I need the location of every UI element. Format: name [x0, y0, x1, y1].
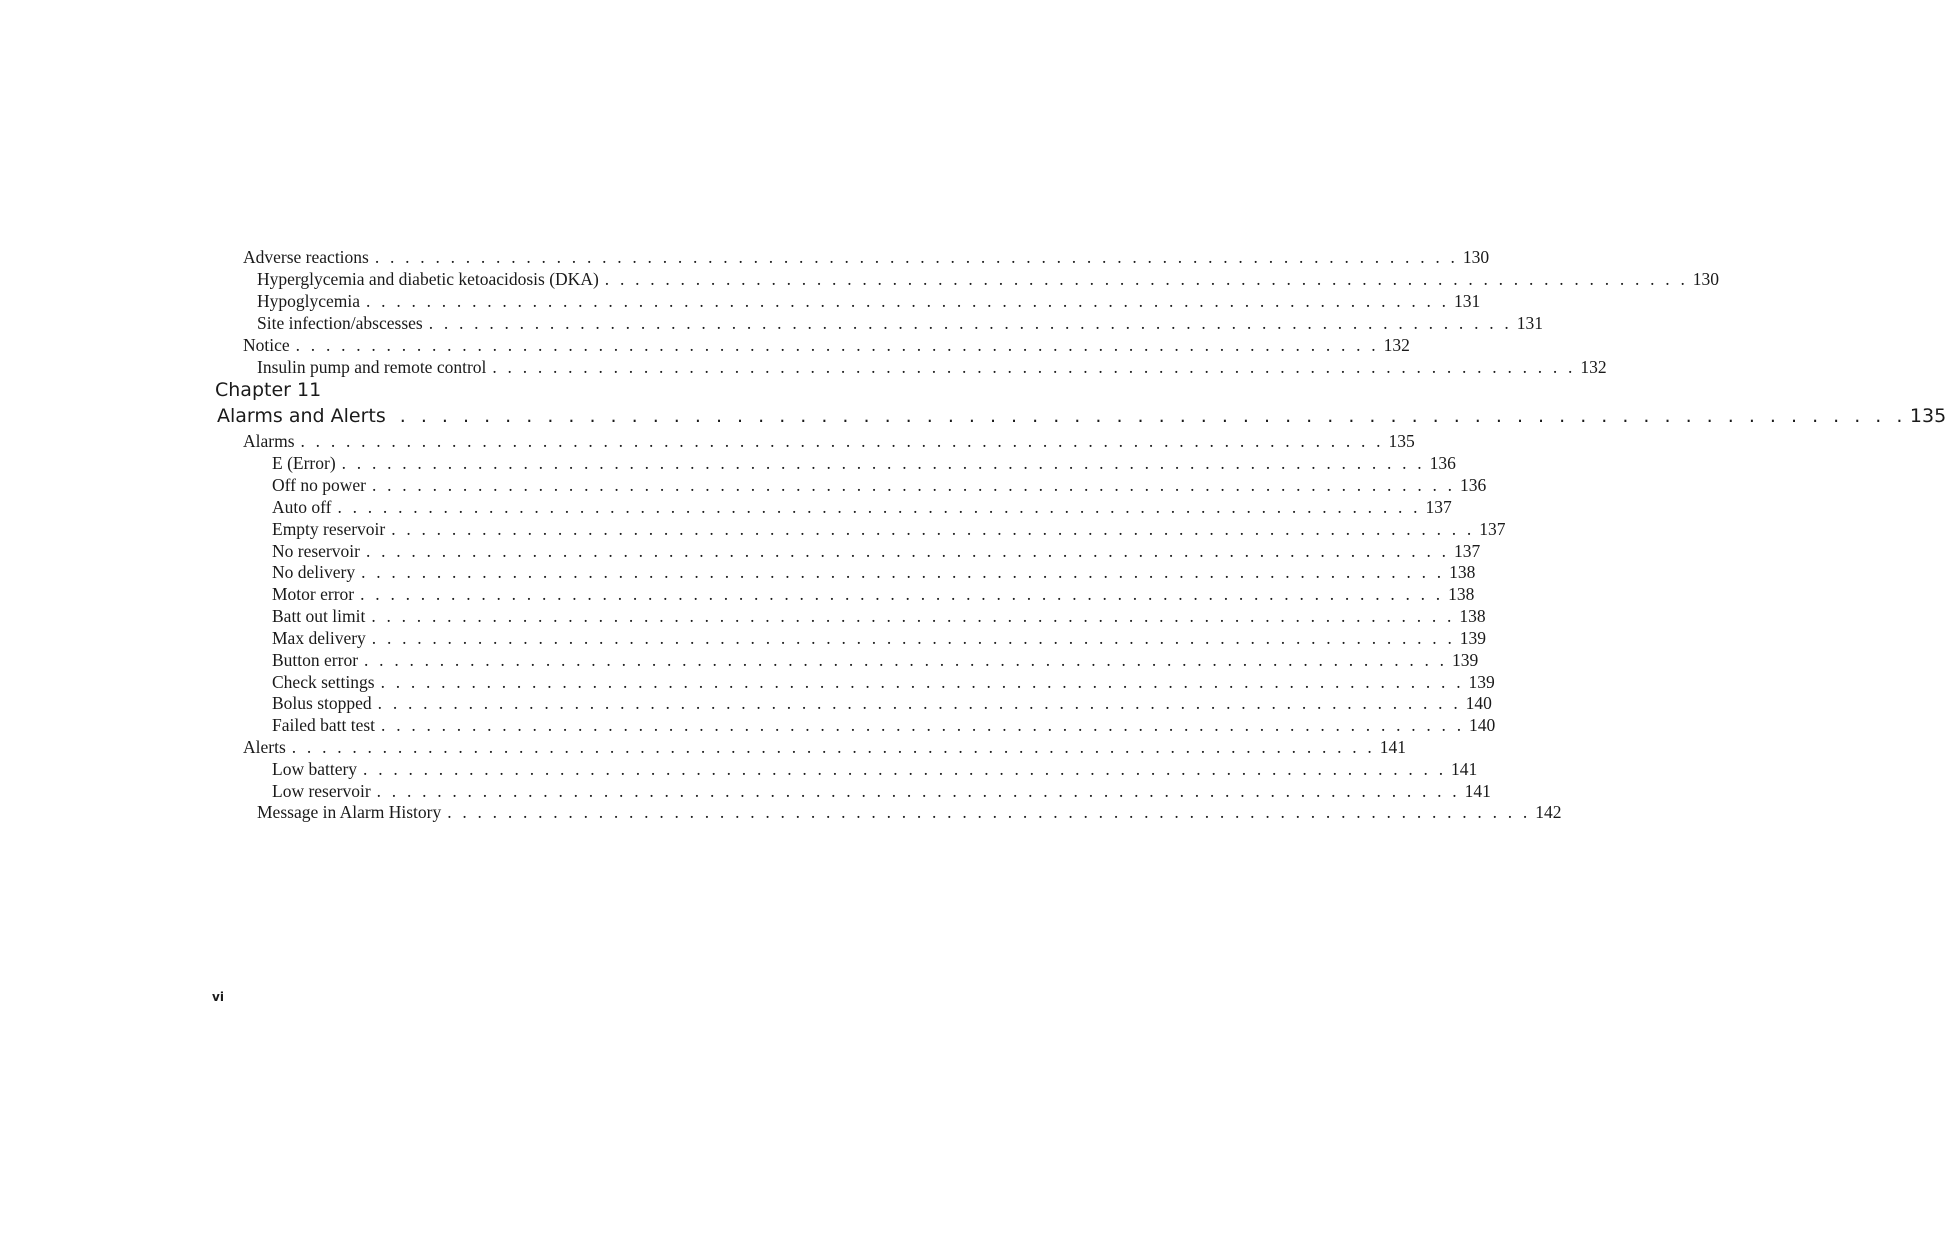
- toc-entry-adverse-reactions[interactable]: [243, 246, 1490, 268]
- toc-entry-label: Alerts: [243, 737, 286, 757]
- dot-leader: . . . . . . . . . . . . . . . . . . . . . . . . . . . . . . . . . . . . . . . . . . . . . . . . . . . . . . . . . . . . . . . . . . . . . . . .: [376, 781, 1460, 801]
- dot-leader: . . . . . . . . . . . . . . . . . . . . . . . . . . . . . . . . . . . . . . . . . . . . . . . . . . . . . . . . . . . . . . . . . . . . . . . .: [363, 759, 1447, 779]
- toc-entry-low-battery[interactable]: [272, 758, 1478, 780]
- chapter-page: 135: [1909, 405, 1946, 427]
- toc-entry-page: 135: [1388, 431, 1415, 451]
- toc-entry-hyperglycemia[interactable]: [257, 268, 1720, 290]
- toc-entry-page: 139: [1459, 628, 1487, 648]
- dot-leader: . . . . . . . . . . . . . . . . . . . . . . . . . . . . . . . . . . . . . . . . . . . . . . . . . . . . . . . . . . . . . . . . . . . . . . . .: [366, 291, 1450, 311]
- toc-entry-label: Alarms: [243, 431, 295, 451]
- toc-entry-label: Batt out limit: [272, 606, 366, 626]
- toc-entry-label: Notice: [243, 335, 290, 355]
- toc-entry-insulin-pump[interactable]: [257, 356, 1607, 378]
- dot-leader: . . . . . . . . . . . . . . . . . . . . . . . . . . . . . . . . . . . . . . . . . . . . . . . . . . . . . . . . . . . . . . . . . . . . . . . .: [341, 453, 1425, 473]
- toc-entry-motor-error[interactable]: [272, 583, 1475, 605]
- dot-leader: . . . . . . . . . . . . . . . . . . . . . . . . . . . . . . . . . . . . . . . . . . . . . . . . . . . . . . . . . . . . . . . . . . . . . . . .: [428, 313, 1512, 333]
- toc-entry-page: 131: [1454, 291, 1481, 311]
- toc-entry-page: 130: [1692, 269, 1720, 289]
- toc-entry-button-error[interactable]: [272, 649, 1479, 671]
- toc-entry-page: 138: [1459, 606, 1486, 626]
- dot-leader: . . . . . . . . . . . . . . . . . . . . . . . . . . . . . . . . . . . . . . . . . . . . . . . . . . . . . . . . . . . . . . . . . . . . . . . .: [337, 497, 1421, 517]
- toc-chapter-alarms-and-alerts[interactable]: [217, 403, 1946, 429]
- dot-leader: . . . . . . . . . . . . . . . . . . . . . . . . . . . . . . . . . . . . . . . . . . . . . . . . . . . . . . . . . . . . . . . . . . . . . . . .: [361, 562, 1445, 582]
- toc-entry-site-infection[interactable]: [257, 312, 1543, 334]
- toc-entry-max-delivery[interactable]: [272, 627, 1487, 649]
- toc-entry-e-error[interactable]: [272, 452, 1456, 474]
- dot-leader: . . . . . . . . . . . . . . . . . . . . . . . . . . . . . . . . . . . . . . . . . . . . . . . . . . . . . . . . . . . . . . . . . . . . . . . .: [391, 519, 1475, 539]
- toc-entry-label: Check settings: [272, 672, 375, 692]
- dot-leader: . . . . . . . . . . . . . . . . . . . . . . . . . . . . . . . . . . . . . . . . . . . . . . . . . . . . . . . . . . . . . . . . . . . . . . . .: [371, 475, 1456, 495]
- toc-entry-label: Low battery: [272, 759, 358, 779]
- dot-leader: . . . . . . . . . . . . . . . . . . . . . . . . . . . . . . . . . . . . . . . . . . . . . . . . . . . . . . . . . . . . . . . . . . . . . . . .: [371, 628, 1456, 648]
- toc-entry-label: Low reservoir: [272, 781, 371, 801]
- toc-entry-page: 138: [1449, 562, 1476, 582]
- toc-entry-label: Site infection/abscesses: [257, 313, 423, 333]
- toc-entry-label: No reservoir: [272, 541, 360, 561]
- toc-entry-page: 139: [1452, 650, 1479, 670]
- toc-entry-page: 141: [1379, 737, 1407, 757]
- toc-entry-bolus-stopped[interactable]: [272, 692, 1492, 714]
- toc-entry-page: 137: [1453, 541, 1481, 561]
- toc-entry-label: Adverse reactions: [243, 247, 369, 267]
- toc-entry-page: 137: [1479, 519, 1506, 539]
- toc-entry-label: Failed batt test: [272, 715, 376, 735]
- toc-entry-page: 137: [1425, 497, 1452, 517]
- toc-entry-label: Empty reservoir: [272, 519, 386, 539]
- chapter-number: Chapter 11: [215, 379, 322, 401]
- toc-entry-label: E (Error): [272, 453, 336, 473]
- dot-leader: . . . . . . . . . . . . . . . . . . . . . . . . . . . . . . . . . . . . . . . . . . . . . . . . . . . . . . . . . . . . . . . . . . . . . . . .: [377, 693, 1461, 713]
- toc-entry-page: 132: [1580, 357, 1607, 377]
- toc-entry-hypoglycemia[interactable]: [257, 290, 1481, 312]
- page-folio: vi: [212, 990, 224, 1004]
- toc-entry-message-in-alarm-history[interactable]: [257, 801, 1562, 823]
- toc-entry-auto-off[interactable]: [272, 496, 1452, 518]
- dot-leader: . . . . . . . . . . . . . . . . . . . . . . . . . . . . . . . . . . . . . . . . . . . . . . . . . . . . . . . . . . . . . . . . . . . . . . . .: [492, 357, 1576, 377]
- dot-leader: . . . . . . . . . . . . . . . . . . . . . . . . . . . . . . . . . . . . . . . . . . . . . . . . . . . . . . . . . . . . . . . . . . . . . . . .: [364, 650, 1448, 670]
- dot-leader: . . . . . . . . . . . . . . . . . . . . . . . . . . . . . . . . . . . . . . . . . . . . . . . . . . . . . . . . . . . . . . . . . . . . . . . .: [295, 335, 1379, 355]
- toc-entry-label: Hyperglycemia and diabetic ketoacidosis (DKA): [257, 269, 599, 289]
- toc-entry-alarms[interactable]: [243, 430, 1415, 452]
- dot-leader: . . . . . . . . . . . . . . . . . . . . . . . . . . . . . . . . . . . . . . . . . . . . . . . . . . . . . . . . . . . . . . . . . . . . . . . .: [447, 802, 1531, 822]
- toc-entry-label: Max delivery: [272, 628, 366, 648]
- dot-leader: . . . . . . . . . . . . . . . . . . . . . . . . . . . . . . . . . . . . . . . . . . . . . . . . . . . . . . . . . . . . . . . . . . . . . . . .: [399, 405, 1907, 427]
- toc-entry-label: Bolus stopped: [272, 693, 372, 713]
- toc-entry-page: 131: [1516, 313, 1543, 333]
- toc-entry-label: Hypoglycemia: [257, 291, 361, 311]
- dot-leader: . . . . . . . . . . . . . . . . . . . . . . . . . . . . . . . . . . . . . . . . . . . . . . . . . . . . . . . . . . . . . . . . . . . . . . . .: [365, 541, 1450, 561]
- toc-entry-page: 138: [1448, 584, 1475, 604]
- toc-entry-alerts[interactable]: [243, 736, 1407, 758]
- dot-leader: . . . . . . . . . . . . . . . . . . . . . . . . . . . . . . . . . . . . . . . . . . . . . . . . . . . . . . . . . . . . . . . . . . . . . . . .: [604, 269, 1689, 289]
- toc-entry-failed-batt-test[interactable]: [272, 714, 1496, 736]
- dot-leader: . . . . . . . . . . . . . . . . . . . . . . . . . . . . . . . . . . . . . . . . . . . . . . . . . . . . . . . . . . . . . . . . . . . . . . . .: [381, 715, 1465, 735]
- dot-leader: . . . . . . . . . . . . . . . . . . . . . . . . . . . . . . . . . . . . . . . . . . . . . . . . . . . . . . . . . . . . . . . . . . . . . . . .: [371, 606, 1455, 626]
- toc-entry-empty-reservoir[interactable]: [272, 518, 1506, 540]
- toc-entry-no-reservoir[interactable]: [272, 540, 1481, 562]
- toc-entry-label: Insulin pump and remote control: [257, 357, 487, 377]
- chapter-title: Alarms and Alerts: [217, 405, 386, 427]
- toc-entry-page: 142: [1535, 802, 1562, 822]
- toc-entry-low-reservoir[interactable]: [272, 780, 1491, 802]
- toc-entry-label: Off no power: [272, 475, 366, 495]
- toc-entry-page: 130: [1462, 247, 1490, 267]
- dot-leader: . . . . . . . . . . . . . . . . . . . . . . . . . . . . . . . . . . . . . . . . . . . . . . . . . . . . . . . . . . . . . . . . . . . . . . . .: [360, 584, 1444, 604]
- toc-entry-page: 141: [1464, 781, 1491, 801]
- dot-leader: . . . . . . . . . . . . . . . . . . . . . . . . . . . . . . . . . . . . . . . . . . . . . . . . . . . . . . . . . . . . . . . . . . . . . . . .: [380, 672, 1464, 692]
- toc-entry-label: No delivery: [272, 562, 356, 582]
- toc-entry-page: 141: [1451, 759, 1478, 779]
- toc-entry-no-delivery[interactable]: [272, 561, 1476, 583]
- toc-entry-notice[interactable]: [243, 334, 1410, 356]
- toc-entry-check-settings[interactable]: [272, 671, 1495, 693]
- toc-entry-batt-out-limit[interactable]: [272, 605, 1486, 627]
- dot-leader: . . . . . . . . . . . . . . . . . . . . . . . . . . . . . . . . . . . . . . . . . . . . . . . . . . . . . . . . . . . . . . . . . . . . . . . .: [300, 431, 1384, 451]
- toc-entry-label: Motor error: [272, 584, 355, 604]
- toc-entry-page: 140: [1465, 693, 1492, 713]
- dot-leader: . . . . . . . . . . . . . . . . . . . . . . . . . . . . . . . . . . . . . . . . . . . . . . . . . . . . . . . . . . . . . . . . . . . . . . . .: [374, 247, 1459, 267]
- dot-leader: . . . . . . . . . . . . . . . . . . . . . . . . . . . . . . . . . . . . . . . . . . . . . . . . . . . . . . . . . . . . . . . . . . . . . . . .: [291, 737, 1376, 757]
- toc-entry-page: 140: [1469, 715, 1496, 735]
- toc-entry-label: Message in Alarm History: [257, 802, 442, 822]
- toc-entry-page: 136: [1429, 453, 1456, 473]
- toc-entry-label: Button error: [272, 650, 359, 670]
- toc-entry-page: 139: [1468, 672, 1495, 692]
- toc-entry-page: 132: [1383, 335, 1410, 355]
- toc-entry-label: Auto off: [272, 497, 332, 517]
- toc-entry-off-no-power[interactable]: [272, 474, 1487, 496]
- toc-entry-page: 136: [1459, 475, 1487, 495]
